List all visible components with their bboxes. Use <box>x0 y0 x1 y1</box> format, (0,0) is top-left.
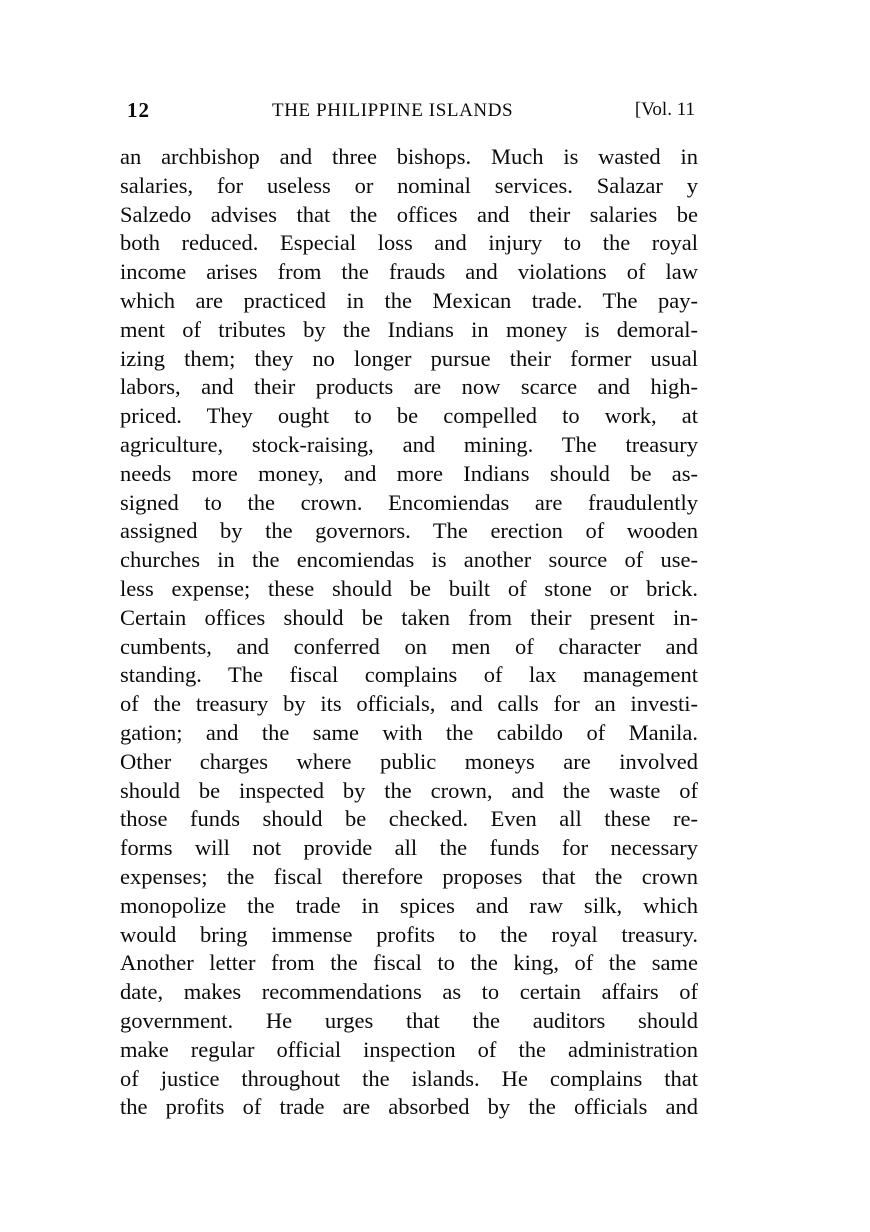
running-header <box>125 98 695 128</box>
text-line: income arises from the frauds and violations of law <box>120 259 698 285</box>
text-line: of justice throughout the islands. He complains that <box>120 1065 698 1091</box>
text-line: Another letter from the fiscal to the king, of the same <box>120 950 698 976</box>
text-line: make regular official inspection of the administration <box>120 1036 698 1062</box>
text-line: izing them; they no longer pursue their former usual <box>120 345 698 371</box>
text-line: ment of tributes by the Indians in money is demoral- <box>120 316 698 342</box>
text-line: government. He urges that the auditors should <box>120 1007 698 1033</box>
text-line: less expense; these should be built of stone or brick. <box>120 575 698 601</box>
page-number: 12 <box>127 98 150 122</box>
volume-label: [Vol. 11 <box>634 99 695 120</box>
text-line: salaries, for useless or nominal services. Salazar y <box>120 172 698 198</box>
text-line: should be inspected by the crown, and the waste of <box>120 777 698 803</box>
text-line: forms will not provide all the funds for necessary <box>120 835 698 861</box>
text-line: standing. The fiscal complains of lax management <box>120 662 698 688</box>
text-line: churches in the encomiendas is another source of use- <box>120 547 698 573</box>
text-line: monopolize the trade in spices and raw silk, which <box>120 892 698 918</box>
text-line: assigned by the governors. The erection of wooden <box>120 518 698 544</box>
text-line: date, makes recommendations as to certain affairs of <box>120 979 698 1005</box>
body-text <box>120 143 698 1122</box>
text-line: labors, and their products are now scarce and high- <box>120 374 698 400</box>
text-line: signed to the crown. Encomiendas are fraudulently <box>120 489 698 515</box>
text-line: expenses; the fiscal therefore proposes that the crown <box>120 863 698 889</box>
text-line: which are practiced in the Mexican trade. The pay- <box>120 287 698 313</box>
text-line: Other charges where public moneys are involved <box>120 748 698 774</box>
text-line: would bring immense profits to the royal treasury. <box>120 921 698 947</box>
text-line: the profits of trade are absorbed by the officials and <box>120 1094 698 1120</box>
text-line: an archbishop and three bishops. Much is wasted in <box>120 144 698 169</box>
text-line: agriculture, stock-raising, and mining. The treasury <box>120 431 698 457</box>
text-line: those funds should be checked. Even all these re- <box>120 806 698 832</box>
running-title: THE PHILIPPINE ISLANDS <box>272 100 514 121</box>
text-line: cumbents, and conferred on men of character and <box>120 633 698 659</box>
text-line: gation; and the same with the cabildo of Manila. <box>120 719 698 745</box>
text-line: Salzedo advises that the offices and their salaries be <box>120 201 698 227</box>
text-line: both reduced. Especial loss and injury to the royal <box>120 230 698 256</box>
text-line: needs more money, and more Indians should be as- <box>120 460 698 486</box>
text-line: priced. They ought to be compelled to work, at <box>120 403 698 429</box>
text-line: of the treasury by its officials, and calls for an investi- <box>120 691 698 717</box>
text-line: Certain offices should be taken from their present in- <box>120 604 698 630</box>
